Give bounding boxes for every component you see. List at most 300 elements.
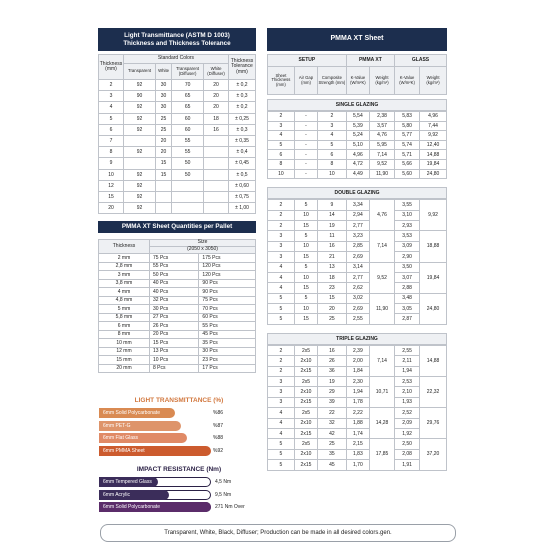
table-row	[268, 293, 447, 303]
table-cell: 50	[172, 158, 204, 169]
table-cell: 5	[294, 200, 317, 210]
table-cell: 3	[318, 121, 347, 131]
bar: 6mm Solid Polycarbonate	[99, 502, 211, 512]
table-cell: 5,71	[395, 150, 420, 160]
table-cell: 2,69	[346, 304, 369, 314]
table-cell: 2x5	[294, 377, 317, 387]
table-cell: 15 mm	[99, 356, 150, 365]
table-cell: 4,96	[420, 112, 447, 122]
table-cell: 2,93	[395, 220, 420, 230]
transmittance-table	[98, 54, 256, 214]
th-glass: GLASS	[395, 55, 447, 67]
table-cell: 15	[294, 252, 317, 262]
table-cell: 5	[99, 113, 124, 124]
table-cell: 20 Pcs	[150, 330, 199, 339]
table-cell: 2	[268, 366, 295, 376]
th-pmma-kvalue: K-Value (W/m²K)	[346, 67, 369, 95]
table-cell: 9,92	[420, 200, 447, 231]
table-cell: 3,07	[395, 272, 420, 282]
table-cell: 3	[268, 241, 295, 251]
th-thickness: Thickness (mm)	[99, 55, 124, 80]
table-cell: 5,60	[395, 169, 420, 179]
table-cell: 11,90	[370, 169, 395, 179]
table-cell: 25	[156, 124, 172, 135]
table-cell: ± 0,45	[229, 158, 256, 169]
table-cell: 2	[268, 112, 295, 122]
table-cell: 2,87	[395, 314, 420, 324]
table-cell: 8 Pcs	[150, 364, 199, 373]
table-cell: ± 0,4	[229, 147, 256, 158]
table-cell: 19	[318, 377, 347, 387]
table-cell: ± 0,2	[229, 80, 256, 91]
pmma-title: PMMA XT Sheet	[330, 35, 384, 43]
bar-row	[99, 421, 259, 431]
table-cell: 11,90	[370, 293, 395, 324]
table-cell: 26 Pcs	[150, 322, 199, 331]
table-cell: 5,83	[395, 112, 420, 122]
table-cell	[204, 135, 229, 146]
table-cell: 16	[204, 124, 229, 135]
table-cell: 15	[294, 283, 317, 293]
table-cell: 10	[294, 304, 317, 314]
table-cell: 3	[268, 121, 295, 131]
table-cell: -	[294, 112, 317, 122]
table-row	[268, 231, 447, 241]
table-row	[99, 158, 256, 169]
th-pmma: PMMA XT	[346, 55, 394, 67]
table-cell	[156, 180, 172, 191]
table-row	[268, 345, 447, 355]
table-cell: 5,10	[346, 140, 369, 150]
table-row	[99, 102, 256, 113]
table-cell: 12	[99, 180, 124, 191]
table-cell: 23 Pcs	[199, 356, 256, 365]
bar-row	[99, 433, 259, 443]
th-setup: SETUP	[268, 55, 347, 67]
table-cell: 25	[318, 314, 347, 324]
table-cell: 14,88	[420, 345, 447, 376]
table-row	[268, 121, 447, 131]
table-cell: 5	[268, 140, 295, 150]
table-row	[99, 147, 256, 158]
table-cell: 20	[204, 102, 229, 113]
table-cell: 5,66	[395, 159, 420, 169]
table-cell: 5,54	[346, 112, 369, 122]
table-cell: 9	[318, 200, 347, 210]
table-cell: 6	[268, 150, 295, 160]
triple-glazing-block	[267, 333, 447, 471]
table-row	[99, 347, 256, 356]
table-row	[99, 279, 256, 288]
table-cell: 3,05	[395, 304, 420, 314]
table-cell: 10	[268, 169, 295, 179]
table-row	[99, 356, 256, 365]
table-cell: -	[294, 121, 317, 131]
table-cell: 35 Pcs	[199, 339, 256, 348]
table-cell: 92	[124, 80, 156, 91]
table-cell: 45	[318, 460, 347, 470]
th-size: Size	[150, 240, 256, 247]
triple-glazing-title: TRIPLE GLAZING	[267, 333, 447, 345]
table-cell: ± 0,25	[229, 113, 256, 124]
table-row	[99, 191, 256, 202]
table-row	[99, 262, 256, 271]
table-cell: ± 0,35	[229, 135, 256, 146]
table-cell: 2	[268, 200, 295, 210]
table-cell: 5	[268, 314, 295, 324]
table-cell: 3	[268, 252, 295, 262]
bar-value: %88	[213, 435, 224, 441]
table-cell: 5 mm	[99, 305, 150, 314]
table-cell: 18	[318, 272, 347, 282]
table-cell: 3	[268, 377, 295, 387]
table-row	[99, 203, 256, 214]
bar-value: %87	[213, 422, 224, 429]
table-row	[99, 339, 256, 348]
table-cell: 2x10	[294, 449, 317, 459]
table-cell: 4	[268, 418, 295, 428]
table-row	[268, 200, 447, 210]
table-cell: 23	[318, 283, 347, 293]
pmma-head-table	[267, 54, 447, 95]
double-glazing-block	[267, 187, 447, 325]
table-cell: 2,10	[395, 387, 420, 397]
table-cell: 4,96	[346, 150, 369, 160]
table-cell: 3,34	[346, 200, 369, 210]
table-row	[268, 159, 447, 169]
table-cell: 5,39	[346, 121, 369, 131]
table-cell: 2	[268, 345, 295, 355]
th-transparent: Transparent	[124, 64, 156, 80]
table-row	[99, 313, 256, 322]
table-row	[99, 364, 256, 373]
table-row	[99, 180, 256, 191]
table-cell: 3	[99, 91, 124, 102]
table-cell: 2,55	[395, 345, 420, 355]
table-cell: 9,52	[370, 262, 395, 293]
table-cell: 65	[172, 91, 204, 102]
table-cell: 11	[318, 231, 347, 241]
table-cell	[124, 135, 156, 146]
bar-row	[99, 446, 259, 456]
transmittance-body	[99, 80, 256, 214]
table-row	[99, 330, 256, 339]
table-cell: 92	[124, 124, 156, 135]
table-cell: 2,08	[395, 449, 420, 459]
table-cell: -	[294, 140, 317, 150]
table-cell: 4	[318, 131, 347, 141]
table-cell: 5,74	[395, 140, 420, 150]
bar: 6mm Solid Polycarbonate	[99, 408, 175, 418]
table-cell: 2x15	[294, 428, 317, 438]
th-air-gap: Air Gap (mm)	[294, 67, 317, 95]
th-glass-weight: Weight (kg/m²)	[420, 67, 447, 95]
table-cell: 6 mm	[99, 322, 150, 331]
table-cell: 55	[172, 147, 204, 158]
double-glazing-title: DOUBLE GLAZING	[267, 187, 447, 199]
table-cell: 3,14	[346, 262, 369, 272]
table-cell: 4	[268, 262, 295, 272]
table-cell: 20	[156, 147, 172, 158]
table-cell: 9,92	[420, 131, 447, 141]
transmittance-header	[98, 28, 256, 51]
table-cell: 55 Pcs	[199, 322, 256, 331]
table-cell: 55	[172, 135, 204, 146]
table-cell: 3	[268, 397, 295, 407]
table-cell: 4,72	[346, 159, 369, 169]
table-cell: 18	[204, 113, 229, 124]
table-cell: 10	[99, 169, 124, 180]
table-row	[99, 169, 256, 180]
table-cell	[156, 191, 172, 202]
transmittance-subtitle: Thickness and Thickness Tolerance	[123, 39, 231, 47]
table-cell: 5	[268, 293, 295, 303]
table-cell: 7,14	[370, 231, 395, 262]
table-cell: 4 mm	[99, 288, 150, 297]
pmma-header	[267, 28, 447, 51]
table-cell: 36	[318, 366, 347, 376]
pallet-body	[99, 254, 256, 373]
table-cell: 92	[124, 113, 156, 124]
table-cell: 2,88	[395, 283, 420, 293]
table-cell	[172, 191, 204, 202]
table-cell: 2x15	[294, 366, 317, 376]
table-cell: 20	[99, 203, 124, 214]
table-cell: 20	[318, 304, 347, 314]
table-cell: 5	[294, 293, 317, 303]
table-cell: 40 Pcs	[150, 288, 199, 297]
table-cell: 2,69	[346, 252, 369, 262]
table-cell: 20 mm	[99, 364, 150, 373]
table-cell: 20	[204, 91, 229, 102]
table-cell: 40 Pcs	[150, 279, 199, 288]
pallet-header	[98, 221, 256, 233]
table-cell: 92	[124, 147, 156, 158]
table-cell: 175 Pcs	[199, 254, 256, 263]
impact-resistance-bars	[99, 477, 259, 512]
table-cell: 5,24	[346, 131, 369, 141]
table-cell: 20	[204, 80, 229, 91]
table-cell: 8 mm	[99, 330, 150, 339]
th-glass-kvalue: K-Value (W/m²K)	[395, 67, 420, 95]
table-cell: 1,74	[346, 428, 369, 438]
table-cell: 25	[156, 113, 172, 124]
table-cell: 22,32	[420, 377, 447, 408]
table-row	[99, 305, 256, 314]
table-cell: 5	[318, 140, 347, 150]
table-cell: 10,71	[370, 377, 395, 408]
table-cell: 29,76	[420, 408, 447, 439]
table-cell: 5	[268, 304, 295, 314]
table-cell: 15	[294, 314, 317, 324]
bar-value: 4,5 Nm	[215, 479, 232, 485]
table-cell: -	[294, 169, 317, 179]
table-cell: 19	[318, 220, 347, 230]
table-cell: 75 Pcs	[199, 296, 256, 305]
bar-row	[99, 408, 259, 418]
bar-row	[99, 477, 259, 487]
table-cell: 8	[99, 147, 124, 158]
table-cell: 20	[156, 135, 172, 146]
table-cell: ± 0,5	[229, 169, 256, 180]
light-transmittance-section	[99, 397, 259, 458]
table-cell: -	[294, 159, 317, 169]
table-cell: 12 mm	[99, 347, 150, 356]
table-cell: 4,49	[346, 169, 369, 179]
table-cell: 2,30	[346, 377, 369, 387]
table-cell: 9	[99, 158, 124, 169]
table-cell: 90 Pcs	[199, 279, 256, 288]
bar-value: %86	[213, 410, 224, 416]
table-cell: 2x15	[294, 397, 317, 407]
bar: 6mm PET-G	[99, 421, 181, 431]
table-cell: 5,8 mm	[99, 313, 150, 322]
table-cell: 2,38	[370, 112, 395, 122]
table-cell: 2x10	[294, 356, 317, 366]
table-cell: 5	[268, 449, 295, 459]
table-cell: 10 Pcs	[150, 356, 199, 365]
table-cell: 3 mm	[99, 271, 150, 280]
table-cell: 4,76	[370, 200, 395, 231]
table-cell: 2,62	[346, 283, 369, 293]
th-size-sub: (2050 x 3050)	[150, 247, 256, 254]
table-cell: 55 Pcs	[150, 262, 199, 271]
footer-note: Transparent, White, Black, Diffuser; Production can be made in all desired colors.gen.	[100, 524, 456, 542]
table-cell: 90	[124, 91, 156, 102]
table-cell: 21	[318, 252, 347, 262]
table-cell: 15	[156, 169, 172, 180]
table-cell: 1,93	[395, 397, 420, 407]
table-cell: 18,88	[420, 231, 447, 262]
table-cell: 2,90	[395, 252, 420, 262]
table-row	[268, 262, 447, 272]
table-cell: 1,92	[395, 428, 420, 438]
table-row	[268, 112, 447, 122]
table-cell: 2x5	[294, 439, 317, 449]
light-transmittance-bars	[99, 408, 259, 456]
table-cell	[204, 180, 229, 191]
table-cell: 3,23	[346, 231, 369, 241]
table-cell: 2	[268, 210, 295, 220]
table-row	[99, 271, 256, 280]
table-cell: 15	[99, 191, 124, 202]
table-cell: 2,39	[346, 345, 369, 355]
table-cell: 3,48	[395, 293, 420, 303]
table-row	[99, 135, 256, 146]
table-cell: ± 0,3	[229, 91, 256, 102]
table-cell: 3,55	[395, 200, 420, 210]
table-row	[99, 91, 256, 102]
table-cell: 2	[99, 80, 124, 91]
triple-glazing-table	[267, 345, 447, 471]
table-cell: ± 0,60	[229, 180, 256, 191]
pallet-table	[98, 239, 256, 373]
th-white-diffuser: White (Diffuser)	[204, 64, 229, 80]
table-cell: 50	[172, 169, 204, 180]
table-cell: 5	[268, 439, 295, 449]
table-cell: 90 Pcs	[199, 288, 256, 297]
transmittance-title: Light Transmittance (ASTM D 1003)	[124, 32, 230, 40]
th-standard-colors: Standard Colors	[124, 55, 229, 64]
table-cell: 2x10	[294, 387, 317, 397]
table-cell: 8	[268, 159, 295, 169]
light-transmittance-title: LIGHT TRANSMITTANCE (%)	[134, 397, 224, 404]
table-cell: 2x5	[294, 345, 317, 355]
table-cell: 2,50	[395, 439, 420, 449]
table-cell: 37,20	[420, 439, 447, 470]
th-white: White	[156, 64, 172, 80]
table-cell: 35	[318, 449, 347, 459]
table-cell: 19,84	[420, 262, 447, 293]
table-cell: 2x10	[294, 418, 317, 428]
double-glazing-table	[267, 199, 447, 325]
table-row	[268, 150, 447, 160]
table-cell: ± 0,2	[229, 102, 256, 113]
table-cell: -	[294, 150, 317, 160]
table-cell: 9,52	[370, 159, 395, 169]
table-row	[268, 408, 447, 418]
impact-resistance-section	[99, 466, 259, 515]
table-cell: 24,80	[420, 293, 447, 324]
table-row	[99, 254, 256, 263]
table-cell: 16	[318, 345, 347, 355]
table-cell: 13 Pcs	[150, 347, 199, 356]
table-cell: 92	[124, 102, 156, 113]
table-cell: 60	[172, 124, 204, 135]
table-cell: 2,15	[346, 439, 369, 449]
table-cell: 1,94	[395, 366, 420, 376]
table-cell: 7,14	[370, 345, 395, 376]
table-cell: 5,95	[370, 140, 395, 150]
table-cell: 10	[294, 241, 317, 251]
table-cell: 10	[294, 272, 317, 282]
table-cell: 2x15	[294, 460, 317, 470]
table-cell: 7,44	[420, 121, 447, 131]
table-cell: 2x5	[294, 408, 317, 418]
th-pallet-thickness: Thickness	[99, 240, 150, 254]
table-cell: 32	[318, 418, 347, 428]
table-cell: 2 mm	[99, 254, 150, 263]
table-cell: 2,8 mm	[99, 262, 150, 271]
th-tolerance: Thickness Tolerance (mm)	[229, 55, 256, 80]
table-cell: 4	[268, 272, 295, 282]
table-cell: 120 Pcs	[199, 262, 256, 271]
table-cell: 29	[318, 387, 347, 397]
table-cell: 70 Pcs	[199, 305, 256, 314]
table-cell: 24,80	[420, 169, 447, 179]
table-cell: 10	[294, 210, 317, 220]
table-cell: 5,80	[395, 121, 420, 131]
table-cell: 27 Pcs	[150, 313, 199, 322]
table-cell: 92	[124, 169, 156, 180]
table-cell: 4,76	[370, 131, 395, 141]
table-cell: ± 0,75	[229, 191, 256, 202]
table-cell: 5	[294, 262, 317, 272]
table-row	[268, 377, 447, 387]
table-cell: 2,53	[395, 377, 420, 387]
table-cell: 3,53	[395, 231, 420, 241]
table-cell: 32 Pcs	[150, 296, 199, 305]
table-cell: 25	[318, 439, 347, 449]
table-row	[99, 288, 256, 297]
table-cell: 2,11	[395, 356, 420, 366]
table-cell: 2,85	[346, 241, 369, 251]
table-cell: 2	[268, 356, 295, 366]
bar-value: %92	[213, 447, 224, 454]
table-cell: 1,84	[346, 366, 369, 376]
table-cell: 3,57	[370, 121, 395, 131]
table-cell: 30	[156, 91, 172, 102]
